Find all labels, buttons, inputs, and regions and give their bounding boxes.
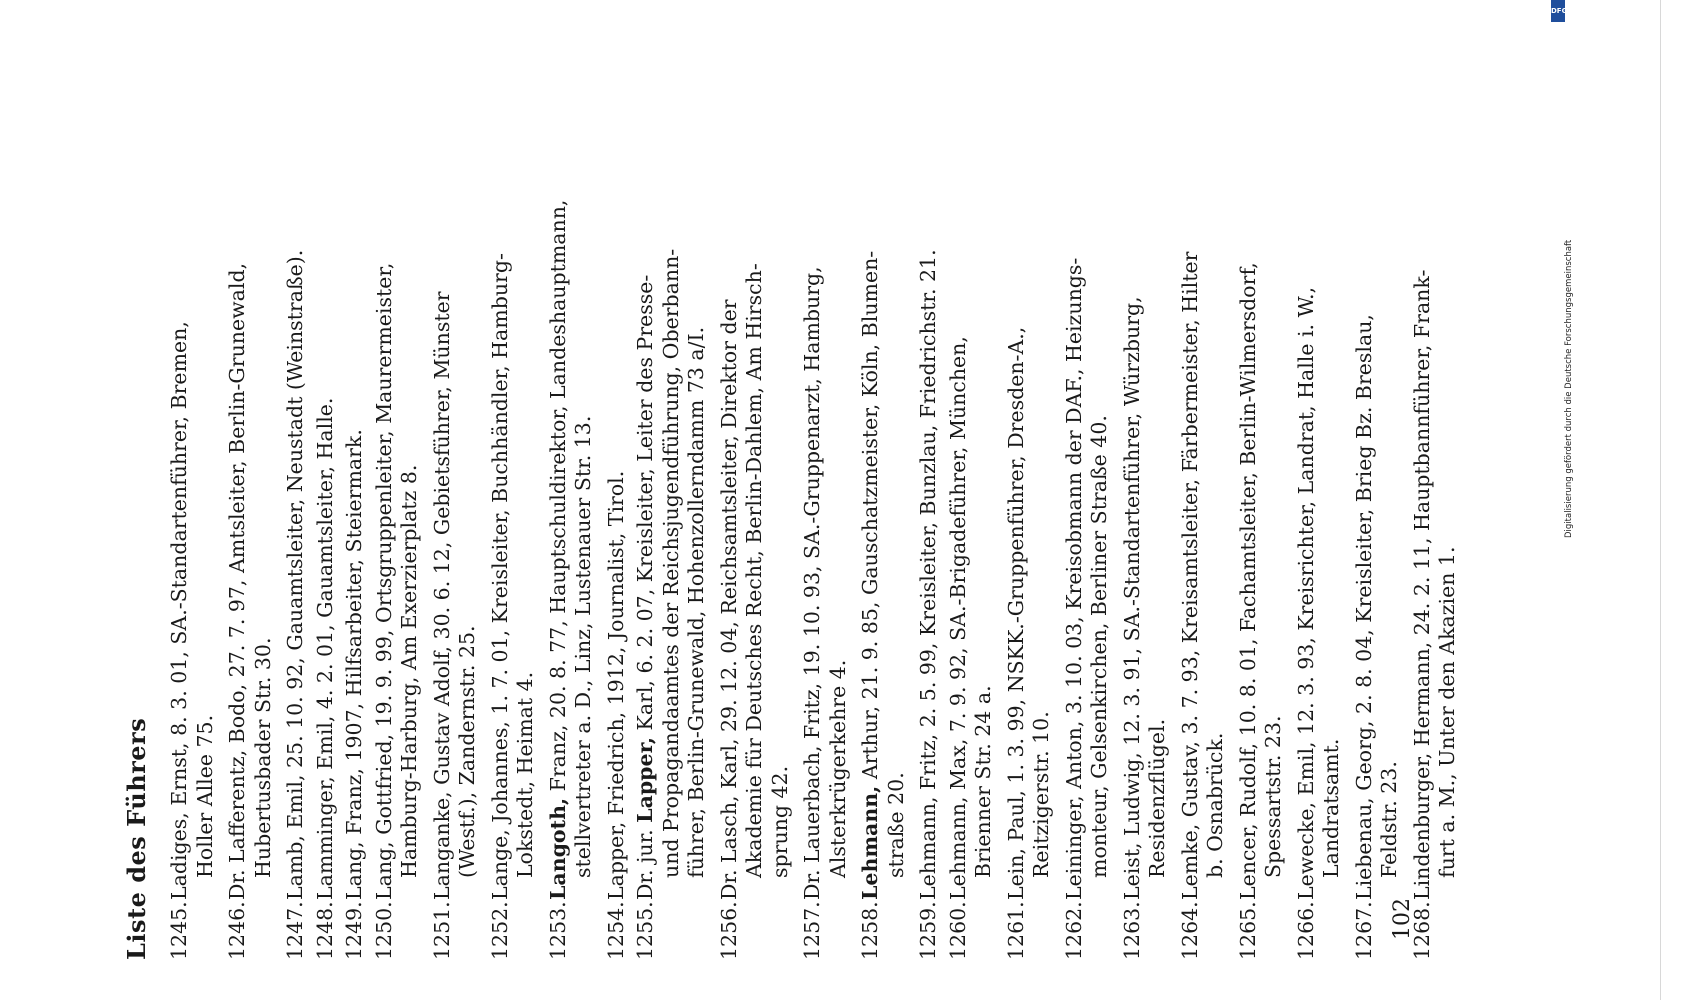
- scan-edge: [1660, 0, 1661, 1000]
- entry-segment: Hubertusbader Str. 30.: [250, 637, 275, 878]
- entry-segment: Dr. jur.: [633, 822, 657, 900]
- entry-line: [916, 128, 942, 900]
- entry-number: 1249.: [342, 901, 366, 960]
- entry-segment: Leininger, Anton, 3. 10. 03, Kreisobmann der DAF., Heizungs-: [1061, 257, 1086, 900]
- entry-segment: Brienner Str. 24 a.: [971, 685, 995, 878]
- entry-segment: furt a. M., Unter den Akazien 1.: [1435, 546, 1459, 878]
- list-entry: [1352, 120, 1403, 960]
- entry-segment: Lemke, Gustav, 3. 7. 93, Kreisamtsleiter, Färbermeister, Hilter: [1177, 251, 1202, 900]
- entry-segment: straße 20.: [883, 772, 908, 878]
- entry-text: [430, 120, 481, 900]
- list-entry: [800, 120, 851, 960]
- entry-segment: (Westf.), Zandernstr. 25.: [455, 625, 479, 878]
- page-title: Liste des Führers: [122, 717, 151, 960]
- entry-line: [1294, 128, 1320, 900]
- entry-number: 1250.: [371, 901, 396, 960]
- list-entry: [488, 120, 539, 960]
- entry-number: 1252.: [487, 901, 512, 960]
- entry-number: 1255.: [633, 901, 657, 960]
- entry-segment: Lapper, Friedrich, 1912, Journalist, Tirol.: [603, 470, 628, 900]
- entry-text: [372, 120, 423, 900]
- entry-segment: monteur, Gelsenkirchen, Berliner Straße 40.: [1087, 415, 1111, 878]
- page-content: [115, 120, 1565, 960]
- entry-line: [768, 128, 794, 900]
- list-entry: [1062, 120, 1113, 960]
- entry-number: 1268.: [1409, 901, 1434, 960]
- entry-text: [800, 120, 851, 900]
- entry-line: [884, 128, 910, 900]
- entry-segment: Feldstr. 23.: [1377, 761, 1401, 878]
- entry-line: [488, 128, 514, 900]
- entry-text: [1062, 120, 1113, 900]
- entry-segment: Liebenau, Georg, 2. 8. 04, Kreisleiter, Brieg Bz. Breslau,: [1351, 314, 1376, 900]
- entry-segment: Reitzigerstr. 10.: [1029, 711, 1053, 878]
- entry-text: [1004, 120, 1055, 900]
- list-entry: [546, 120, 597, 960]
- entry-segment: Lange, Johannes, 1. 7. 01, Kreisleiter, Buchhändler, Hamburg-: [487, 253, 512, 900]
- entry-line: [1203, 128, 1229, 900]
- entry-line: [372, 128, 398, 900]
- entry-line: [430, 128, 456, 900]
- entry-segment: Lehmann, Fritz, 2. 5. 99, Kreisleiter, Bunzlau, Friedrichstr. 21.: [916, 249, 940, 900]
- entry-line: [397, 128, 423, 900]
- entry-segment: Landratsamt.: [1319, 738, 1343, 878]
- entry-line: [971, 128, 997, 900]
- entry-line: [1004, 128, 1030, 900]
- entry-line: [1178, 128, 1204, 900]
- entry-text: [1294, 120, 1345, 900]
- entry-segment: Holler Allee 75.: [192, 714, 217, 878]
- list-entry: [1410, 120, 1461, 960]
- entry-text: [858, 120, 909, 900]
- entry-line: [571, 128, 597, 900]
- entry-line: [1062, 128, 1088, 900]
- entry-line: [193, 128, 219, 900]
- list-entry: [283, 120, 309, 960]
- entry-number: 1263.: [1119, 901, 1144, 960]
- entry-segment: Lang, Gottfried, 19. 9. 99, Ortsgruppenleiter, Maurermeister,: [371, 262, 396, 900]
- entry-number: 1265.: [1235, 901, 1260, 960]
- entry-text: [633, 120, 710, 900]
- entry-line: [684, 128, 710, 900]
- entry-segment: Alsterkrügerkehre 4.: [825, 659, 850, 878]
- entry-number: 1256.: [716, 901, 741, 960]
- list-entry: [1294, 120, 1345, 960]
- entry-text: [1236, 120, 1287, 900]
- entry-segment: Lang, Franz, 1907, Hilfsarbeiter, Steiermark.: [342, 429, 366, 900]
- entry-number: 1254.: [603, 901, 628, 960]
- entry-line: [313, 128, 339, 900]
- entry-text: [342, 120, 368, 900]
- digitization-credit: [1562, 0, 1582, 1000]
- entry-name-bold: Lehmann,: [858, 785, 882, 900]
- entry-segment: Akademie für Deutsches Recht, Berlin-Dahlem, Am Hirsch-: [742, 263, 766, 878]
- entry-number: 1259.: [916, 901, 940, 960]
- entry-text: [1352, 120, 1403, 900]
- entry-number: 1262.: [1061, 901, 1086, 960]
- entry-number: 1247.: [283, 901, 307, 960]
- list-entry: [604, 120, 630, 960]
- entry-text: [1410, 120, 1461, 900]
- entry-segment: Spessartstr. 23.: [1261, 715, 1285, 878]
- entry-line: [455, 128, 481, 900]
- list-entry: [858, 120, 909, 960]
- list-entry: [313, 120, 339, 960]
- entry-segment: Karl, 6. 2. 07, Kreisleiter, Leiter des Presse-: [633, 274, 657, 737]
- list-entry: [225, 120, 276, 960]
- entry-line: [167, 128, 193, 900]
- entry-number: 1246.: [225, 901, 249, 960]
- entry-line: [225, 128, 251, 900]
- entry-list: [167, 120, 1461, 960]
- entry-line: [1120, 128, 1146, 900]
- list-entry: [167, 120, 218, 960]
- entry-line: [604, 128, 630, 900]
- entry-segment: führer, Berlin-Grunewald, Hohenzollerndamm 73 a/I.: [684, 326, 708, 878]
- entry-segment: Lamminger, Emil, 4. 2. 01, Gauamtsleiter, Halle.: [312, 397, 337, 900]
- list-entry: [946, 120, 997, 960]
- list-entry: [430, 120, 481, 960]
- entry-segment: b. Osnabrück.: [1203, 732, 1227, 878]
- entry-line: [1435, 128, 1461, 900]
- entry-segment: Hamburg-Harburg, Am Exerzierplatz 8.: [397, 464, 421, 878]
- entry-segment: Lein, Paul, 1. 3. 99, NSKK.-Gruppenführer, Dresden-A.,: [1003, 326, 1028, 900]
- entry-line: [1236, 128, 1262, 900]
- entry-text: [604, 120, 630, 900]
- list-entry: [372, 120, 423, 960]
- entry-line: [659, 128, 685, 900]
- dfg-logo: DFG: [1551, 0, 1565, 22]
- entry-text: [946, 120, 997, 900]
- entry-number: 1248.: [312, 901, 337, 960]
- entry-line: [1410, 128, 1436, 900]
- entry-line: [513, 128, 539, 900]
- entry-segment: Dr. Lauerbach, Fritz, 19. 10. 93, SA.-Gruppenarzt, Hamburg,: [800, 266, 824, 900]
- entry-text: [717, 120, 794, 900]
- entry-line: [946, 128, 972, 900]
- entry-number: 1267.: [1351, 901, 1376, 960]
- entry-line: [742, 128, 768, 900]
- entry-segment: Lewecke, Emil, 12. 3. 93, Kreisrichter, Landrat, Halle i. W.,: [1293, 286, 1318, 900]
- list-entry: [916, 120, 942, 960]
- entry-text: [916, 120, 942, 900]
- entry-text: [1178, 120, 1229, 900]
- entry-line: [1352, 128, 1378, 900]
- list-entry: [1004, 120, 1055, 960]
- entry-segment: Dr. Lafferentz, Bodo, 27. 7. 97, Amtsleiter, Berlin-Grunewald,: [225, 262, 249, 900]
- entry-line: [1319, 128, 1345, 900]
- page-number: 102: [1390, 898, 1415, 940]
- entry-number: 1253.: [545, 901, 570, 960]
- entry-line: [800, 128, 826, 900]
- entry-line: [1029, 128, 1055, 900]
- entry-line: [1261, 128, 1287, 900]
- entry-line: [858, 128, 884, 900]
- entry-number: 1258.: [858, 901, 882, 960]
- entry-line: [1377, 128, 1403, 900]
- entry-line: [283, 128, 309, 900]
- entry-segment: Langanke, Gustav Adolf, 30. 6. 12, Gebietsführer, Münster: [429, 291, 454, 900]
- entry-name-bold: Langoth,: [545, 797, 570, 900]
- list-entry: [342, 120, 368, 960]
- entry-text: [225, 120, 276, 900]
- entry-segment: Dr. Lasch, Karl, 29. 12. 04, Reichsamtsleiter, Direktor der: [716, 299, 741, 900]
- entry-number: 1264.: [1177, 901, 1202, 960]
- entry-segment: stellvertreter a. D., Linz, Lustenauer Str. 13.: [571, 415, 595, 878]
- entry-segment: Franz, 20. 8. 77, Hauptschuldirektor, Landeshauptmann,: [545, 199, 570, 798]
- entry-line: [546, 128, 572, 900]
- entry-line: [633, 128, 659, 900]
- entry-text: [1120, 120, 1171, 900]
- digitization-credit-text: Digitalisierung gefördert durch die Deutsche Forschungsgemeinschaft: [1564, 239, 1574, 538]
- entry-line: [717, 128, 743, 900]
- entry-text: [488, 120, 539, 900]
- entry-number: 1245.: [167, 901, 191, 960]
- entry-segment: Ladiges, Ernst, 8. 3. 01, SA.-Standartenführer, Bremen,: [167, 321, 191, 900]
- entry-number: 1266.: [1293, 901, 1318, 960]
- list-entry: [1120, 120, 1171, 960]
- entry-segment: sprung 42.: [767, 765, 792, 878]
- entry-segment: Lindenburger, Hermann, 24. 2. 11, Hauptbannführer, Frank-: [1409, 269, 1434, 900]
- entry-segment: und Propagandaamtes der Reichsjugendführung, Oberbann-: [658, 248, 683, 878]
- entry-segment: Residenzflügel.: [1145, 718, 1169, 878]
- list-entry: [633, 120, 710, 960]
- entry-text: [546, 120, 597, 900]
- list-entry: [1236, 120, 1287, 960]
- entry-number: 1257.: [800, 901, 824, 960]
- entry-line: [251, 128, 277, 900]
- entry-line: [342, 128, 368, 900]
- entry-number: 1260.: [945, 901, 970, 960]
- entry-segment: Lokstedt, Heimat 4.: [513, 671, 537, 878]
- entry-line: [826, 128, 852, 900]
- list-entry: [717, 120, 794, 960]
- entry-segment: Lehmann, Max, 7. 9. 92, SA.-Brigadeführer, München,: [945, 336, 970, 900]
- list-entry: [1178, 120, 1229, 960]
- rotated-page: [0, 120, 1600, 1000]
- entry-segment: Arthur, 21. 9. 85, Gauschatzmeister, Köln, Blumen-: [858, 250, 882, 786]
- entry-text: [313, 120, 339, 900]
- entry-name-bold: Lapper,: [633, 736, 657, 823]
- entry-text: [167, 120, 218, 900]
- entry-text: [283, 120, 309, 900]
- entry-line: [1145, 128, 1171, 900]
- entry-number: 1251.: [429, 901, 454, 960]
- entry-segment: Lamb, Emil, 25. 10. 92, Gauamtsleiter, Neustadt (Weinstraße).: [283, 249, 307, 900]
- entry-segment: Lencer, Rudolf, 10. 8. 01, Fachamtsleiter, Berlin-Wilmersdorf,: [1235, 262, 1260, 900]
- entry-number: 1261.: [1003, 901, 1028, 960]
- entry-line: [1087, 128, 1113, 900]
- entry-segment: Leist, Ludwig, 12. 3. 91, SA.-Standartenführer, Würzburg,: [1119, 296, 1144, 900]
